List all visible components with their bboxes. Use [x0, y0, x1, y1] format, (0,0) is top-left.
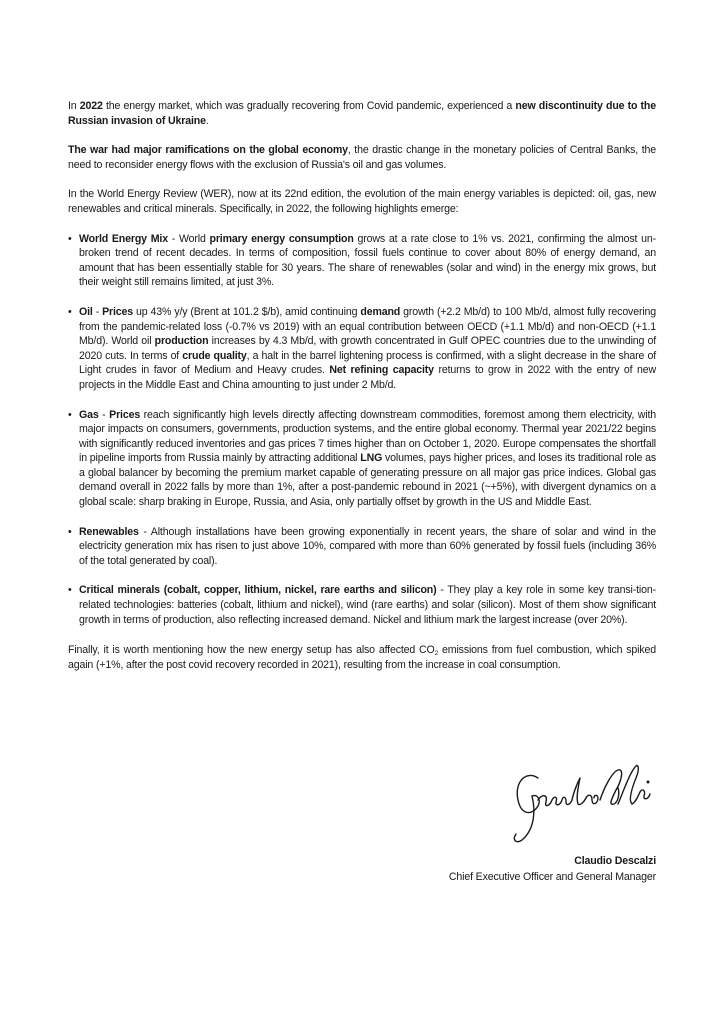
text-run: increases by 4.3 Mb/d, with growth concentrated in Gulf OPEC countries due to the unwinding of 2020 cuts. In terms of — [79, 335, 656, 362]
handwritten-signature — [508, 760, 658, 846]
bold-text: Critical minerals (cobalt, copper, lithium, nickel, rare earths and silicon) — [79, 584, 437, 597]
bold-text: 2022 — [79, 100, 103, 112]
text-run: reach significantly high levels directly affecting downstream commodities, foremost among them electricity, with major impacts on consumers, governments, production systems, and the entire global economy. Thermal year 2021/22 begins with significantly reduced inventories and gas prices 7 times higher than on October 1, 2020. Europe compensates the shortfall in pipeline imports from Russia mainly by attracting additional — [79, 408, 656, 465]
bold-text: World Energy Mix — [79, 232, 168, 245]
text-run: growth (+2.2 Mb/d) to 100 Mb/d, almost fully recovering from the pandemic-related loss (-0.7% vs 2019) with an equal contribution between OECD (+1.1 Mb/d) and non-OECD (+1.1 Mb/d). World oil — [79, 305, 657, 348]
signatory-title: Chief Executive Officer and General Manager — [448, 871, 656, 883]
intro-paragraph-3: In the World Energy Review (WER), now at its 22nd edition, the evolution of the main energy variables is depicted: oil, gas, new renewables and critical minerals. Specifically, in 2022, the following highlights emerge: — [68, 188, 656, 215]
intro-paragraph-1 — [68, 99, 656, 128]
text-run: In — [68, 100, 80, 112]
bold-text: Oil — [79, 305, 93, 318]
bold-text: new discontinuity due to the Russian invasion of Ukraine — [68, 100, 656, 127]
bold-text: Net refining capacity — [329, 364, 434, 377]
text-run: - Although installations have been growing exponentially in recent years, the share of solar and wind in the electricity generation mix has risen to just above 10%, compared with more than 60% generated by fossil fuels (including 36% of the total generated by coal). — [79, 525, 656, 567]
bold-text: demand — [360, 305, 401, 318]
text-run: , a halt in the barrel lightening process is confirmed, with a slight decrease in the share of Light crudes in favor of Medium and Heavy crudes. — [79, 349, 656, 377]
text-run: - They play a key role in some key transi-tion-related technologies: batteries (cobalt, lithium and nickel), wind (rare earths) and solar (silicon). Most of them show significant growth in terms of production, also reflecting increased demand. Nickel and lithium mark the largest increase (over 20%). — [79, 584, 656, 626]
bullet-oil — [68, 305, 656, 393]
text-run: returns to grow in 2022 with the entry of new projects in the Middle East and China amounting to just under 2 Mb/d. — [79, 364, 657, 391]
bold-text: Prices — [109, 408, 141, 421]
letter-body — [68, 99, 656, 687]
bullet-critical-minerals — [68, 583, 656, 627]
text-run: emissions from fuel combustion, which spiked again (+1%, after the post covid recovery recorded in 2021), resulting from the increase in coal consumption. — [68, 644, 656, 671]
text-run: volumes, pays higher prices, and loses its traditional role as a global balancer by becoming the premium market capable of generating pressure on all major gas price indices. Global gas demand overall in 2022 falls by more than 1%, after a post-pandemic rebound in 2021 (~+5%), with divergent dynamics on a global scale: sharp braking in Europe, Russia, and Asia, only partially offset by growth in the US and Middle East. — [79, 452, 656, 509]
text-run: , the drastic change in the monetary policies of Central Banks, the need to reconsider energy flows with the exclusion of Russia's oil and gas volumes. — [68, 144, 656, 171]
bold-text: Renewables — [79, 525, 139, 538]
signatory-name: Claudio Descalzi — [574, 855, 656, 867]
text-run: the energy market, which was gradually recovering from Covid pandemic, experienced a — [102, 100, 516, 112]
bold-text: Gas — [79, 408, 99, 421]
text-run: Finally, it is worth mentioning how the new energy setup has also affected CO — [68, 644, 435, 657]
text-run: - World — [167, 232, 210, 245]
text-run: up 43% y/y (Brent at 101.2 $/b), amid continuing — [133, 305, 361, 318]
bullet-gas — [68, 408, 656, 510]
text-run: . — [205, 114, 209, 127]
bold-text: The war had major ramifications on the global economy — [68, 144, 348, 157]
text-run: grows at a rate close to 1% vs. 2021, confirming the almost un-broken trend of recent decades. In terms of composition, fossil fuels continue to cover about 80% of energy demand, an amount that has been essentially stable for 30 years. The share of renewables (solar and wind) in the energy mix grows, but their weight still remains limited, at just 3%. — [79, 232, 656, 289]
text-run: - — [98, 408, 110, 421]
closing-paragraph — [68, 643, 656, 672]
bold-text: LNG — [360, 452, 383, 465]
bullet-renewables — [68, 525, 656, 569]
subscript: 2 — [434, 650, 439, 658]
highlights-list — [68, 232, 656, 628]
bold-text: primary energy consumption — [209, 232, 354, 245]
bold-text: production — [154, 335, 209, 348]
bullet-energy-mix — [68, 232, 656, 290]
bold-text: Prices — [102, 305, 134, 318]
text-run: - — [92, 305, 103, 318]
intro-paragraph-2 — [68, 143, 656, 172]
bold-text: crude quality — [182, 349, 247, 362]
